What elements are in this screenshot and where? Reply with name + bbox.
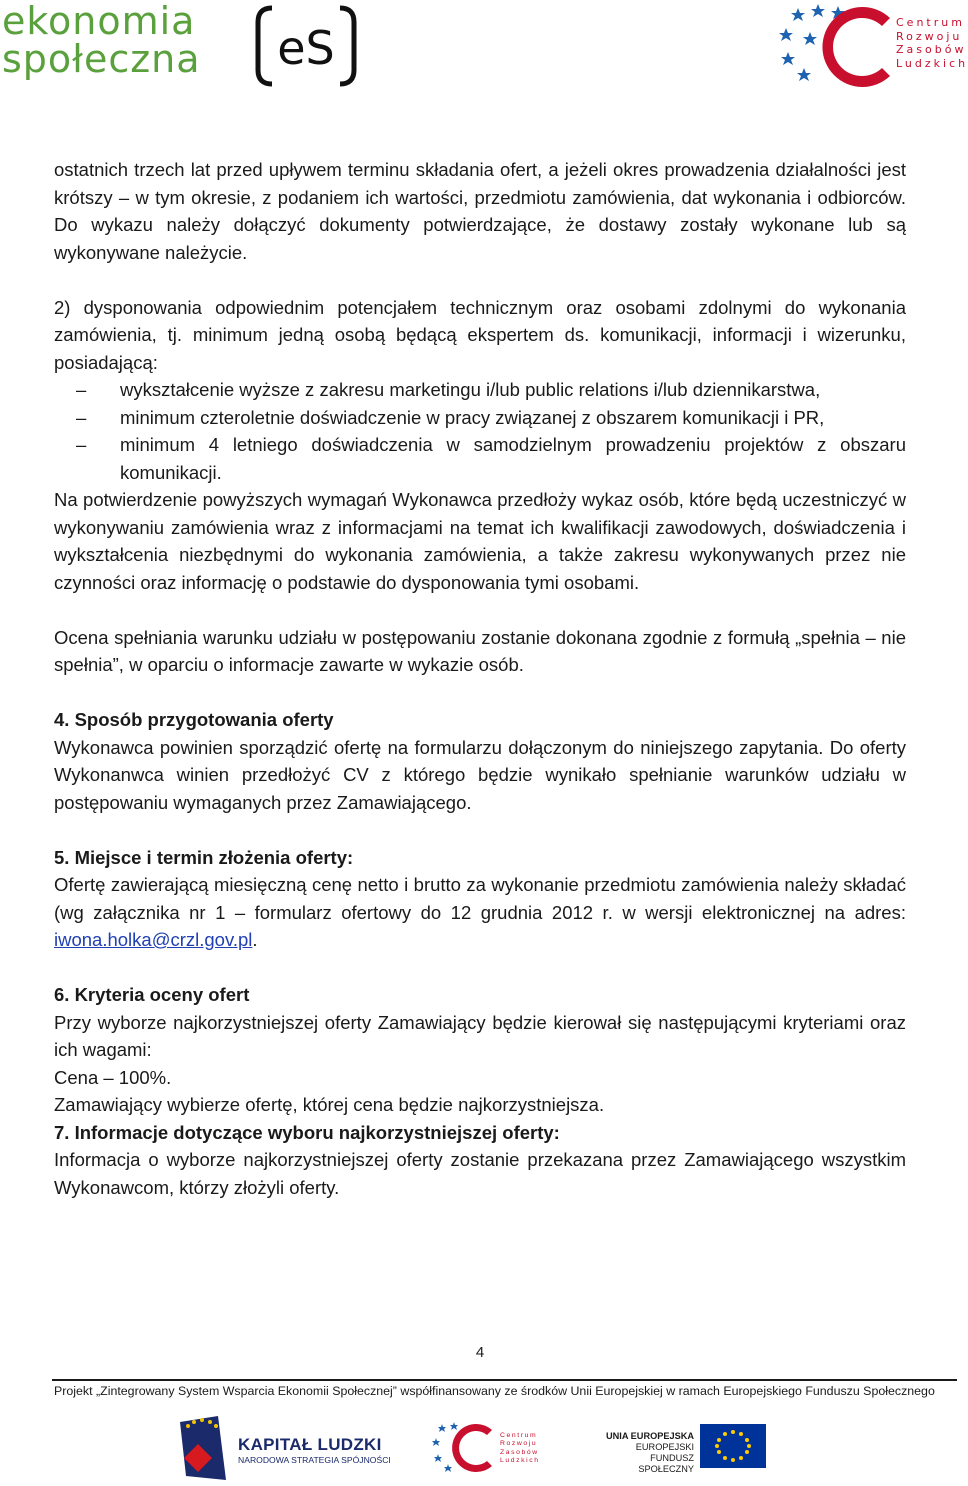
spacer (54, 954, 906, 982)
paragraph-delivery-list: ostatnich trzech lat przed upływem terminu składania ofert, a jeżeli okres prowadzenia działalności jest krótszy – w tym okresie, z podaniem ich wartości, przedmiotu zamówienia, dat wykonania i odbiorców. Do wykazu należy dołączyć dokumenty potwierdzające, że dostawy zostały wykonane lub są wykonywane należycie. (54, 159, 906, 263)
crzl-line: Ludzkich (896, 56, 968, 70)
spacer (54, 266, 906, 294)
document-body (54, 156, 906, 1201)
kapital-ludzki-title: KAPITAŁ LUDZKI (238, 1435, 382, 1454)
section-5-body: Ofertę zawierającą miesięczną cenę netto i brutto za wykonanie przedmiotu zamówienia należy składać (wg załącznika nr 1 – formularz ofertowy do 12 grudnia 2012 r. w wersji elektronicznej na adres: (54, 874, 906, 923)
logo-line-1: ekonomia (2, 0, 196, 43)
footer-logos (0, 1408, 960, 1486)
eu-line-1: UNIA EUROPEJSKA (606, 1431, 694, 1441)
footer-divider (52, 1379, 957, 1381)
section-6-note: Zamawiający wybierze ofertę, której cena będzie najkorzystniejsza. (54, 1094, 605, 1115)
requirements-list (54, 376, 906, 486)
list-item-text: minimum 4 letniego doświadczenia w samodzielnym prowadzeniu projektów z obszaru komunikacji. (120, 434, 906, 483)
list-item (54, 404, 906, 432)
ekonomia-spoleczna-logo-text (2, 0, 201, 81)
crzl-line: Rozwoju (896, 29, 963, 43)
page-number: 4 (475, 1344, 485, 1361)
section-4-heading: 4. Sposób przygotowania oferty (54, 709, 334, 730)
dash-bullet: – (76, 379, 87, 400)
logo-line-2: społeczna (2, 37, 201, 81)
paragraph-evaluation: Ocena spełniania warunku udziału w postępowaniu zostanie dokonana zgodnie z formułą „spełnia – nie spełnia”, w oparciu o informacje zawarte w wykazie osób. (54, 626, 906, 675)
section-7-text: Informacja o wyborze najkorzystniejszej oferty zostanie przekazana przez Zamawiającego wszystkim Wykonawcom, którzy złożyli oferty. (54, 1149, 906, 1198)
dash-bullet: – (76, 406, 87, 428)
section-5-heading: 5. Miejsce i termin złożenia oferty: (54, 846, 354, 868)
section-6-price: Cena – 100%. (54, 1066, 172, 1088)
crzl-small-logo-icon (432, 1420, 496, 1476)
crzl-small-line: Rozwoju (500, 1440, 538, 1448)
section-6-heading: 6. Kryteria oceny ofert (54, 984, 250, 1005)
eu-line-2: EUROPEJSKI (635, 1442, 694, 1452)
kapital-ludzki-logo-icon (180, 1416, 226, 1480)
section-7-heading: 7. Informacje dotyczące wyboru najkorzystniejszej oferty: (54, 1121, 560, 1143)
spacer (54, 679, 906, 707)
kapital-ludzki-subtitle: NARODOWA STRATEGIA SPÓJNOŚCI (238, 1455, 391, 1465)
crzl-logo-text (896, 16, 968, 70)
section-4-text: Wykonawca powinien sporządzić ofertę na formularzu dołączonym do niniejszego zapytania. Do oferty Wykonanwca winien przedłożyć CV z którego będzie wynikało spełnianie warunków udziału w postępowaniu wymaganych przez Zamawiającego. (54, 736, 906, 813)
es-logo-mark-text: eS (277, 21, 335, 75)
paragraph-potential: 2) dysponowania odpowiednim potencjałem technicznym oraz osobami zdolnymi do wykonania zamówienia, tj. minimum jedną osobą będącą ekspertem ds. komunikacji, informacji i wizerunku, posiadającą: (54, 296, 906, 373)
page-header (0, 0, 968, 100)
section-5-end: . (252, 929, 258, 950)
spacer (54, 816, 906, 844)
list-item-text: wykształcenie wyższe z zakresu marketingu i/lub public relations i/lub dziennikarstwa, (120, 379, 821, 400)
dash-bullet: – (76, 434, 87, 455)
list-item-text: minimum czteroletnie doświadczenie w pracy związanej z obszarem komunikacji i PR, (120, 406, 825, 428)
crzl-logo-icon (778, 2, 898, 92)
eu-flag-icon (700, 1424, 766, 1468)
crzl-small-line: Ludzkich (500, 1457, 540, 1465)
crzl-small-line: Centrum (500, 1432, 538, 1439)
crzl-line: Centrum (896, 16, 965, 29)
crzl-small-logo-text (500, 1432, 540, 1466)
list-item (54, 376, 906, 404)
paragraph-confirmation: Na potwierdzenie powyższych wymagań Wykonawca przedłoży wykaz osób, które będą uczestniczyć w wykonywaniu zamówienia wraz z informacjami na temat ich kwalifikacji zawodowych, doświadczenia i wykształcenia niezbędnymi do wykonania zamówienia, a także zakresu wykonywanych przez nie czynności oraz informację o podstawie do dysponowania tymi osobami. (54, 489, 906, 593)
email-link[interactable]: iwona.holka@crzl.gov.pl (54, 929, 253, 950)
eu-line-3: FUNDUSZ SPOŁECZNY (638, 1453, 694, 1474)
spacer (54, 596, 906, 624)
section-5-text (54, 871, 906, 954)
list-item (54, 431, 906, 486)
crzl-line: Zasobów (896, 43, 967, 56)
eu-logo-text (604, 1431, 694, 1475)
section-6-text: Przy wyborze najkorzystniejszej oferty Zamawiający będzie kierował się następującymi kryteriami oraz ich wagami: (54, 1011, 906, 1060)
es-logo-icon (254, 2, 358, 90)
footer-project-line: Projekt „Zintegrowany System Wsparcia Ekonomii Społecznej” współfinansowany ze środków Unii Europejskiej w ramach Europejskiego Funduszu Społecznego (54, 1384, 935, 1398)
crzl-small-line: Zasobów (500, 1448, 539, 1456)
